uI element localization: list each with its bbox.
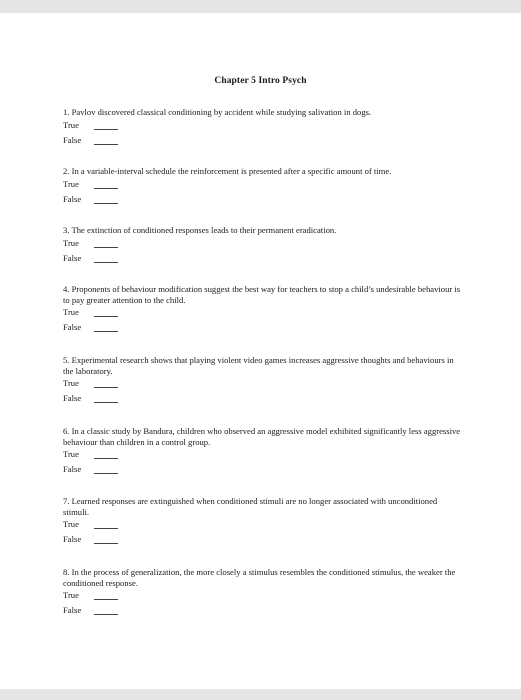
question-3 — [63, 225, 463, 266]
false-option[interactable] — [63, 133, 463, 148]
false-option[interactable] — [63, 532, 463, 547]
true-label: True — [63, 378, 79, 388]
false-option[interactable] — [63, 320, 463, 335]
question-2 — [63, 166, 463, 207]
false-option[interactable] — [63, 192, 463, 207]
true-option[interactable] — [63, 376, 463, 391]
question-text: 8. In the process of generalization, the more closely a stimulus resembles the conditioned stimulus, the weaker the conditioned response. — [63, 567, 456, 588]
answer-blank[interactable] — [94, 528, 118, 529]
true-label: True — [63, 178, 79, 189]
true-label: True — [63, 519, 79, 529]
true-label: True — [63, 237, 79, 248]
true-option[interactable] — [63, 588, 463, 603]
answer-blank[interactable] — [94, 247, 118, 248]
question-text: 1. Pavlov discovered classical conditioning by accident while studying salivation in dogs. — [63, 107, 372, 117]
answer-blank[interactable] — [94, 188, 118, 189]
question-text: 2. In a variable-interval schedule the reinforcement is presented after a specific amount of time. — [63, 166, 392, 176]
false-label: False — [63, 464, 82, 474]
false-label: False — [63, 252, 82, 263]
question-8 — [63, 567, 463, 618]
question-text: 5. Experimental research shows that playing violent video games increases aggressive thoughts and behaviours in the laboratory. — [63, 355, 454, 376]
true-option[interactable] — [63, 236, 463, 251]
answer-blank[interactable] — [94, 129, 118, 130]
true-label: True — [63, 590, 79, 600]
false-option[interactable] — [63, 251, 463, 266]
answer-blank[interactable] — [94, 458, 118, 459]
question-4 — [63, 284, 463, 335]
true-option[interactable] — [63, 118, 463, 133]
false-label: False — [63, 322, 82, 332]
question-6 — [63, 426, 463, 477]
question-text: 3. The extinction of conditioned responses leads to their permanent eradication. — [63, 225, 337, 235]
question-text: 6. In a classic study by Bandura, children who observed an aggressive model exhibited significantly less aggressive behaviour than children in a control group. — [63, 426, 461, 447]
true-label: True — [63, 307, 79, 317]
question-1 — [63, 107, 463, 148]
document-page — [0, 13, 521, 689]
answer-blank[interactable] — [94, 144, 118, 145]
true-label: True — [63, 119, 79, 130]
false-label: False — [63, 193, 82, 204]
false-label: False — [63, 393, 82, 403]
page-title: Chapter 5 Intro Psych — [214, 76, 307, 86]
false-label: False — [63, 534, 82, 544]
question-text: 4. Proponents of behaviour modification suggest the best way for teachers to stop a child’s undesirable behaviour is to pay greater attention to the child. — [63, 284, 461, 305]
true-label: True — [63, 449, 79, 459]
answer-blank[interactable] — [94, 543, 118, 544]
question-text: 7. Learned responses are extinguished when conditioned stimuli are no longer associated with unconditioned stimuli. — [63, 496, 438, 517]
false-label: False — [63, 605, 82, 615]
true-option[interactable] — [63, 517, 463, 532]
false-option[interactable] — [63, 462, 463, 477]
true-option[interactable] — [63, 447, 463, 462]
true-option[interactable] — [63, 177, 463, 192]
false-option[interactable] — [63, 391, 463, 406]
question-5 — [63, 355, 463, 406]
answer-blank[interactable] — [94, 387, 118, 388]
answer-blank[interactable] — [94, 599, 118, 600]
answer-blank[interactable] — [94, 316, 118, 317]
answer-blank[interactable] — [94, 402, 118, 403]
answer-blank[interactable] — [94, 614, 118, 615]
answer-blank[interactable] — [94, 473, 118, 474]
true-option[interactable] — [63, 305, 463, 320]
question-7 — [63, 496, 463, 547]
answer-blank[interactable] — [94, 262, 118, 263]
answer-blank[interactable] — [94, 331, 118, 332]
answer-blank[interactable] — [94, 203, 118, 204]
false-label: False — [63, 134, 82, 145]
false-option[interactable] — [63, 603, 463, 618]
